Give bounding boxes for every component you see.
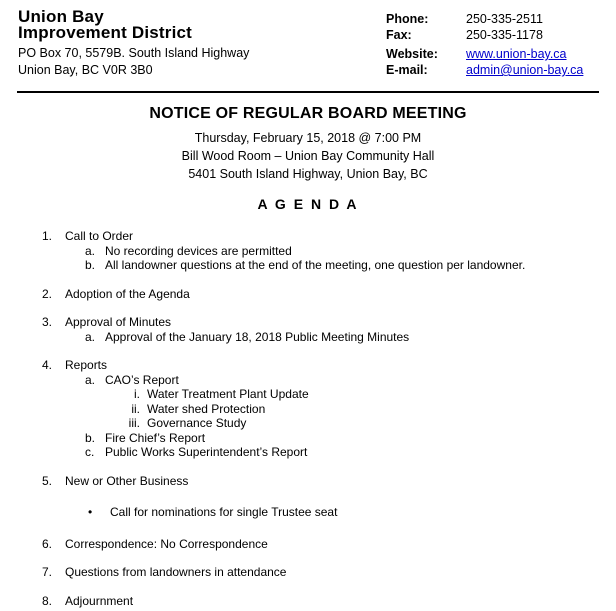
agenda-item-6 (0, 537, 616, 552)
notice-address: 5401 South Island Highway, Union Bay, BC (188, 167, 428, 181)
agenda-item-text: New or Other Business (65, 473, 189, 488)
agenda-item-text: Approval of Minutes (65, 315, 172, 329)
agenda-item-3 (0, 315, 616, 330)
agenda-item-4a (0, 373, 616, 388)
agenda-item-text: Call to Order (65, 229, 134, 243)
agenda-item-number: 6. (42, 536, 53, 551)
agenda-item-number: 7. (42, 565, 53, 579)
agenda-item-number: 1. (42, 229, 53, 243)
header-divider (17, 91, 599, 93)
agenda-item-2 (0, 287, 616, 302)
agenda-item-text: Correspondence: No Correspondence (65, 536, 268, 551)
org-address-line1: PO Box 70, 5579B. South Island Highway (18, 46, 250, 60)
agenda-item-text: Approval of the January 18, 2018 Public Meeting Minutes (105, 329, 410, 344)
agenda-item-5 (0, 474, 616, 489)
bullet-marker: • (88, 505, 93, 519)
agenda-item-7 (0, 565, 616, 580)
agenda-item-number: a. (85, 329, 96, 344)
agenda-item-1 (0, 229, 616, 244)
fax-value: 250-335-1178 (466, 28, 543, 42)
agenda-item-4a-ii (0, 402, 616, 417)
org-name-line1: Union Bay (18, 7, 104, 26)
fax-label: Fax: (386, 28, 412, 42)
email-link[interactable]: admin@union-bay.ca (466, 63, 584, 77)
agenda-item-4 (0, 358, 616, 373)
agenda-item-number: 4. (42, 358, 53, 372)
agenda-item-text: Adjournment (65, 593, 134, 608)
agenda-heading: A G E N D A (257, 196, 359, 212)
agenda-item-number: c. (85, 445, 95, 459)
agenda-item-1b (0, 258, 616, 273)
org-block (18, 9, 249, 78)
website-label: Website: (386, 47, 438, 61)
letterhead (0, 0, 616, 78)
phone-value: 250-335-2511 (466, 12, 543, 26)
agenda-item-3a (0, 330, 616, 345)
agenda-item-text: Reports (65, 358, 108, 372)
agenda-item-text: Water Treatment Plant Update (147, 387, 309, 401)
agenda-item-number: b. (85, 258, 96, 272)
agenda-item-text: Fire Chief’s Report (105, 430, 206, 445)
agenda-item-text: Public Works Superintendent’s Report (105, 445, 308, 459)
agenda-item-4b (0, 431, 616, 446)
agenda-item-number: i. (134, 387, 140, 401)
agenda-item-text: Call for nominations for single Trustee seat (110, 505, 338, 519)
notice-block (0, 105, 616, 212)
agenda-item-number: b. (85, 430, 96, 445)
agenda-item-number: iii. (128, 416, 140, 430)
agenda-item-text: All landowner questions at the end of the meeting, one question per landowner. (105, 258, 526, 272)
agenda-item-8 (0, 594, 616, 609)
agenda-item-text: Water shed Protection (147, 401, 266, 416)
notice-datetime: Thursday, February 15, 2018 @ 7:00 PM (194, 131, 422, 145)
agenda-item-text: Governance Study (147, 416, 247, 430)
org-name (18, 9, 249, 41)
agenda-item-text: Questions from landowners in attendance (65, 565, 287, 579)
contact-block (386, 11, 598, 78)
agenda-item-text: CAO’s Report (105, 372, 179, 387)
agenda-item-number: 5. (42, 473, 53, 488)
phone-label: Phone: (386, 12, 429, 26)
agenda-item-1a (0, 244, 616, 259)
agenda-item-number: 3. (42, 315, 53, 329)
org-name-line2: Improvement District (18, 23, 193, 42)
notice-title: NOTICE OF REGULAR BOARD MEETING (149, 105, 467, 122)
org-address (18, 45, 249, 78)
org-address-line2: Union Bay, BC V0R 3B0 (18, 62, 153, 77)
agenda-item-number: a. (85, 243, 96, 258)
agenda-item-4a-iii (0, 416, 616, 431)
agenda-item-number: 8. (42, 593, 53, 608)
agenda-list (0, 229, 616, 608)
agenda-item-number: 2. (42, 286, 53, 301)
agenda-item-4a-i (0, 387, 616, 402)
agenda-item-number: ii. (131, 401, 140, 416)
agenda-item-text: Adoption of the Agenda (65, 286, 190, 301)
agenda-item-number: a. (85, 372, 96, 387)
notice-location: Bill Wood Room – Union Bay Community Hall (181, 149, 435, 163)
agenda-item-4c (0, 445, 616, 460)
agenda-item-text: No recording devices are permitted (105, 243, 292, 258)
website-link[interactable]: www.union-bay.ca (466, 47, 567, 61)
agenda-item-5-bullet (0, 505, 616, 520)
email-label: E-mail: (386, 63, 428, 77)
